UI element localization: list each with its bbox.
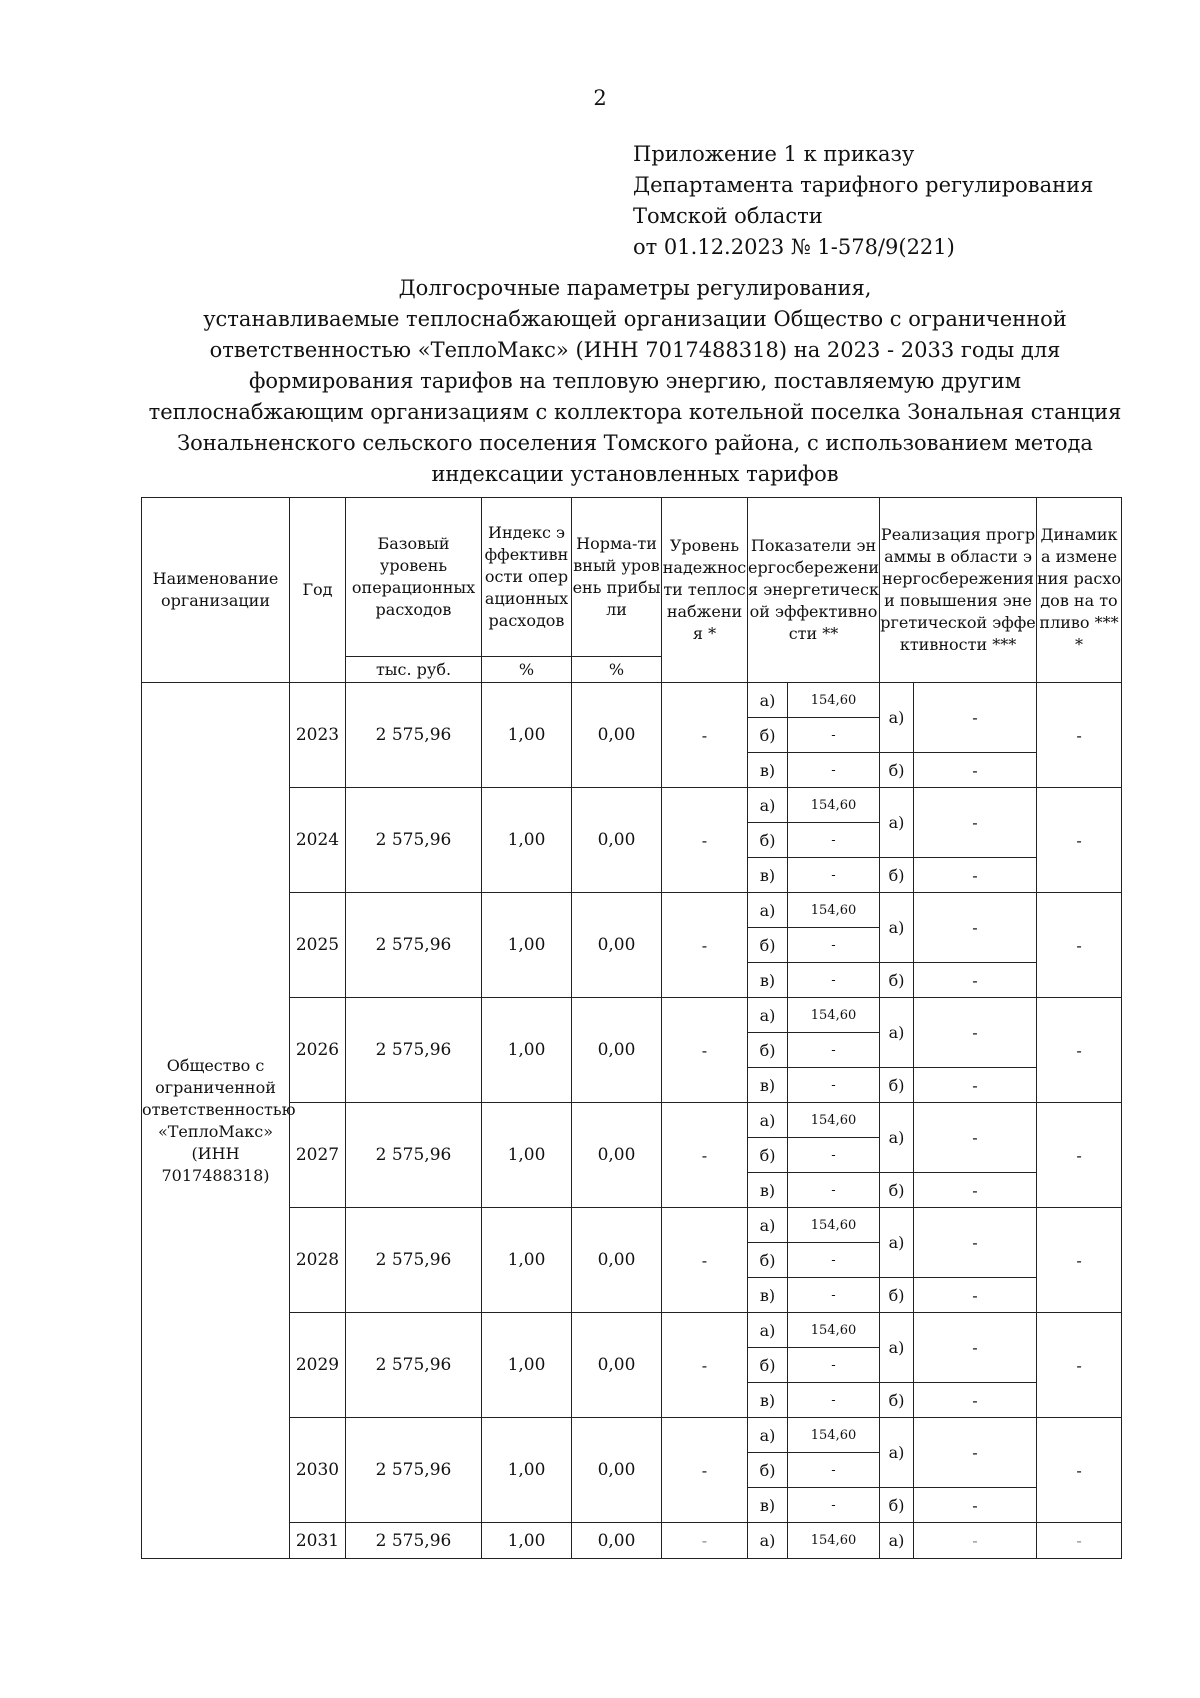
program-label-b: б) (880, 753, 914, 788)
program-label-a: а) (880, 1208, 914, 1278)
reliability-cell: - (662, 998, 748, 1103)
fuel-cell: - (1037, 788, 1122, 893)
program-label-a: а) (880, 683, 914, 753)
efficiency-index-cell: 1,00 (482, 893, 572, 998)
energy-label-v: в) (748, 1278, 788, 1313)
unit-profit: % (572, 657, 662, 683)
fuel-cell: - (1037, 1418, 1122, 1523)
header-profit: Норма-тивный уровень прибыли (572, 498, 662, 657)
program-value-b: - (914, 858, 1037, 893)
energy-label-b: б) (748, 718, 788, 753)
title-line: Зональненского сельского поселения Томского района, с использованием метода (177, 431, 1093, 455)
program-label-a: а) (880, 1523, 914, 1559)
year-cell: 2023 (290, 683, 346, 788)
profit-cell: 0,00 (572, 1103, 662, 1208)
year-cell: 2030 (290, 1418, 346, 1523)
energy-label-a: а) (748, 1418, 788, 1453)
org-name: Общество с ограниченной ответственностью «ТеплоМакс» (ИНН 7017488318) (142, 683, 290, 1559)
program-value-a: - (914, 1418, 1037, 1488)
profit-cell: 0,00 (572, 1523, 662, 1559)
fuel-cell: - (1037, 1103, 1122, 1208)
header-year: Год (290, 498, 346, 683)
page-number: 2 (593, 86, 607, 110)
energy-label-a: а) (748, 893, 788, 928)
fuel-cell: - (1037, 893, 1122, 998)
reliability-cell: - (662, 788, 748, 893)
energy-value-a: 154,60 (788, 1523, 880, 1559)
energy-label-a: а) (748, 1523, 788, 1559)
efficiency-index-cell: 1,00 (482, 998, 572, 1103)
year-cell: 2027 (290, 1103, 346, 1208)
reliability-cell: - (662, 683, 748, 788)
program-value-a: - (914, 998, 1037, 1068)
program-value-b: - (914, 1278, 1037, 1313)
efficiency-index-cell: 1,00 (482, 1103, 572, 1208)
program-value-b: - (914, 1173, 1037, 1208)
energy-value-v: - (788, 1278, 880, 1313)
program-value-b: - (914, 753, 1037, 788)
program-label-b: б) (880, 963, 914, 998)
energy-label-b: б) (748, 1138, 788, 1173)
profit-cell: 0,00 (572, 998, 662, 1103)
energy-value-v: - (788, 1173, 880, 1208)
program-label-b: б) (880, 858, 914, 893)
title-line: ответственностью «ТеплоМакс» (ИНН 7017488318) на 2023 - 2033 годы для (209, 338, 1061, 362)
base-opex-cell: 2 575,96 (346, 1418, 482, 1523)
efficiency-index-cell: 1,00 (482, 683, 572, 788)
reliability-cell: - (662, 1313, 748, 1418)
header-fuel: Динамика изменения расходов на топливо **** (1037, 498, 1122, 683)
efficiency-index-cell: 1,00 (482, 1208, 572, 1313)
appendix-line: Департамента тарифного регулирования (633, 173, 1094, 197)
energy-value-a: 154,60 (788, 1418, 880, 1453)
title-line: устанавливаемые теплоснабжающей организации Общество с ограниченной (203, 307, 1067, 331)
program-value-a: - (914, 1208, 1037, 1278)
profit-cell: 0,00 (572, 1313, 662, 1418)
efficiency-index-cell: 1,00 (482, 1313, 572, 1418)
energy-label-b: б) (748, 823, 788, 858)
year-cell: 2031 (290, 1523, 346, 1559)
title-line: теплоснабжающим организациям с коллектора котельной поселка Зональная станция (148, 400, 1122, 424)
reliability-cell: - (662, 1418, 748, 1523)
program-label-b: б) (880, 1278, 914, 1313)
energy-value-b: - (788, 1348, 880, 1383)
energy-label-b: б) (748, 1033, 788, 1068)
energy-value-b: - (788, 1453, 880, 1488)
efficiency-index-cell: 1,00 (482, 1418, 572, 1523)
energy-label-v: в) (748, 1068, 788, 1103)
reliability-cell: - (662, 893, 748, 998)
energy-value-v: - (788, 858, 880, 893)
fuel-cell: - (1037, 1313, 1122, 1418)
base-opex-cell: 2 575,96 (346, 998, 482, 1103)
profit-cell: 0,00 (572, 893, 662, 998)
profit-cell: 0,00 (572, 1208, 662, 1313)
fuel-cell: - (1037, 683, 1122, 788)
profit-cell: 0,00 (572, 788, 662, 893)
appendix-reference (633, 139, 1093, 263)
appendix-line: от 01.12.2023 № 1-578/9(221) (633, 235, 955, 259)
profit-cell: 0,00 (572, 683, 662, 788)
base-opex-cell: 2 575,96 (346, 788, 482, 893)
fuel-cell: - (1037, 1523, 1122, 1559)
document-title (100, 273, 1170, 490)
efficiency-index-cell: 1,00 (482, 788, 572, 893)
unit-index: % (482, 657, 572, 683)
program-label-a: а) (880, 998, 914, 1068)
year-cell: 2029 (290, 1313, 346, 1418)
fuel-cell: - (1037, 1208, 1122, 1313)
program-value-a: - (914, 893, 1037, 963)
program-value-a: - (914, 1313, 1037, 1383)
energy-label-b: б) (748, 1243, 788, 1278)
energy-label-v: в) (748, 1173, 788, 1208)
base-opex-cell: 2 575,96 (346, 1208, 482, 1313)
header-energy-saving: Показатели энергосбережения энергетической эффективности ** (748, 498, 880, 683)
header-program: Реализация программы в области энергосбережения и повышения энергетической эффективности *** (880, 498, 1037, 683)
energy-value-b: - (788, 928, 880, 963)
base-opex-cell: 2 575,96 (346, 1523, 482, 1559)
program-label-b: б) (880, 1383, 914, 1418)
appendix-line: Томской области (633, 204, 823, 228)
energy-label-a: а) (748, 1313, 788, 1348)
energy-label-a: а) (748, 788, 788, 823)
energy-value-a: 154,60 (788, 1103, 880, 1138)
header-base-opex: Базовый уровень операционных расходов (346, 498, 482, 657)
energy-label-b: б) (748, 928, 788, 963)
program-value-a: - (914, 1523, 1037, 1559)
unit-base: тыс. руб. (346, 657, 482, 683)
program-value-b: - (914, 1488, 1037, 1523)
appendix-line: Приложение 1 к приказу (633, 142, 915, 166)
base-opex-cell: 2 575,96 (346, 1313, 482, 1418)
energy-value-b: - (788, 823, 880, 858)
energy-value-b: - (788, 1033, 880, 1068)
energy-value-a: 154,60 (788, 998, 880, 1033)
energy-label-v: в) (748, 1383, 788, 1418)
regulation-parameters-table (141, 497, 1122, 1559)
energy-value-a: 154,60 (788, 788, 880, 823)
program-label-a: а) (880, 1313, 914, 1383)
year-cell: 2028 (290, 1208, 346, 1313)
energy-label-b: б) (748, 1348, 788, 1383)
year-cell: 2026 (290, 998, 346, 1103)
base-opex-cell: 2 575,96 (346, 1103, 482, 1208)
energy-value-a: 154,60 (788, 683, 880, 718)
reliability-cell: - (662, 1208, 748, 1313)
program-value-a: - (914, 1103, 1037, 1173)
reliability-cell: - (662, 1523, 748, 1559)
energy-label-a: а) (748, 1103, 788, 1138)
base-opex-cell: 2 575,96 (346, 893, 482, 998)
energy-value-b: - (788, 1243, 880, 1278)
program-value-b: - (914, 1068, 1037, 1103)
energy-value-a: 154,60 (788, 1208, 880, 1243)
energy-label-v: в) (748, 858, 788, 893)
energy-label-v: в) (748, 1488, 788, 1523)
header-reliability: Уровень надежности теплоснабжения * (662, 498, 748, 683)
energy-label-a: а) (748, 1208, 788, 1243)
program-label-a: а) (880, 1418, 914, 1488)
energy-value-v: - (788, 1488, 880, 1523)
header-efficiency-index: Индекс эффективности операционных расходов (482, 498, 572, 657)
reliability-cell: - (662, 1103, 748, 1208)
base-opex-cell: 2 575,96 (346, 683, 482, 788)
program-value-a: - (914, 683, 1037, 753)
program-label-b: б) (880, 1173, 914, 1208)
program-label-b: б) (880, 1488, 914, 1523)
efficiency-index-cell: 1,00 (482, 1523, 572, 1559)
energy-label-v: в) (748, 753, 788, 788)
energy-label-b: б) (748, 1453, 788, 1488)
header-org: Наименование организации (142, 498, 290, 683)
program-label-a: а) (880, 788, 914, 858)
energy-value-v: - (788, 753, 880, 788)
energy-value-v: - (788, 1068, 880, 1103)
energy-label-v: в) (748, 963, 788, 998)
energy-value-a: 154,60 (788, 893, 880, 928)
program-value-b: - (914, 963, 1037, 998)
program-label-a: а) (880, 893, 914, 963)
title-line: индексации установленных тарифов (431, 462, 839, 486)
title-line: Долгосрочные параметры регулирования, (398, 276, 872, 300)
year-cell: 2024 (290, 788, 346, 893)
program-label-b: б) (880, 1068, 914, 1103)
title-line: формирования тарифов на тепловую энергию, поставляемую другим (248, 369, 1022, 393)
table-row (142, 683, 1122, 718)
energy-label-a: а) (748, 998, 788, 1033)
energy-value-v: - (788, 963, 880, 998)
program-label-a: а) (880, 1103, 914, 1173)
energy-value-b: - (788, 1138, 880, 1173)
energy-value-a: 154,60 (788, 1313, 880, 1348)
energy-value-v: - (788, 1383, 880, 1418)
year-cell: 2025 (290, 893, 346, 998)
fuel-cell: - (1037, 998, 1122, 1103)
energy-value-b: - (788, 718, 880, 753)
profit-cell: 0,00 (572, 1418, 662, 1523)
program-value-a: - (914, 788, 1037, 858)
energy-label-a: а) (748, 683, 788, 718)
program-value-b: - (914, 1383, 1037, 1418)
